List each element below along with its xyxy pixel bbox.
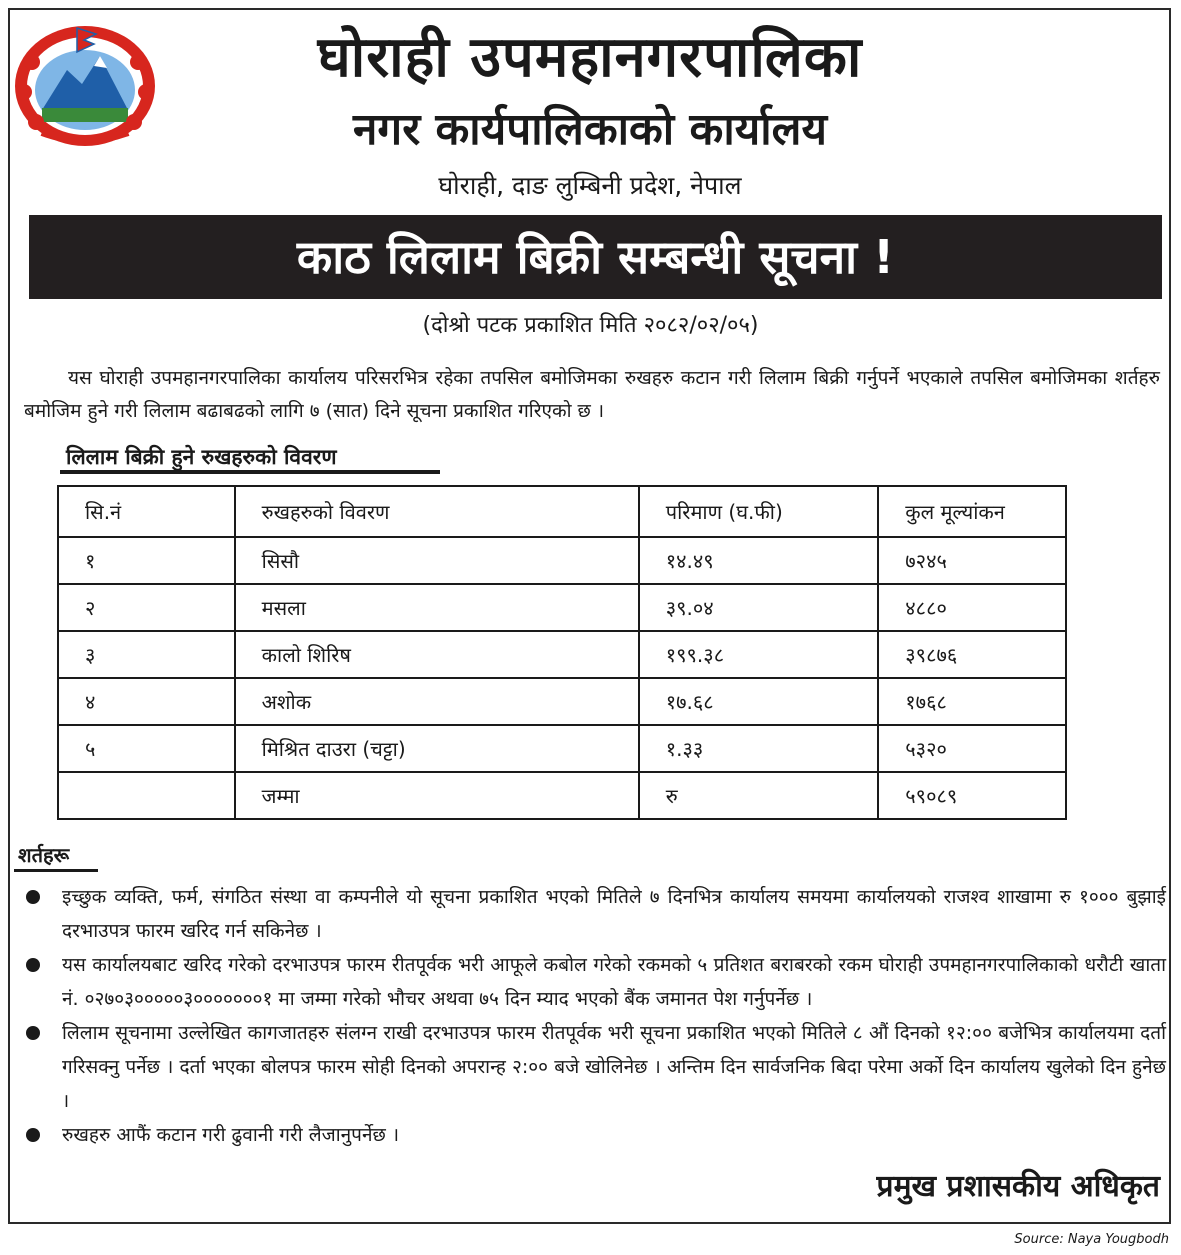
quantity-cell: ३९.०४ <box>639 584 879 631</box>
notice-banner: काठ लिलाम बिक्री सम्बन्धी सूचना ! <box>29 215 1162 299</box>
column-header: रुखहरुको विवरण <box>235 486 639 537</box>
tree-name-cell: मसला <box>235 584 639 631</box>
total-label-cell: जम्मा <box>235 772 639 819</box>
table-heading-underline <box>60 470 440 474</box>
publication-date: (दोश्रो पटक प्रकाशित मिति २०८२/०२/०५) <box>422 313 759 338</box>
total-unit-cell: रु <box>639 772 879 819</box>
serial-cell: ४ <box>58 678 235 725</box>
table-row <box>58 537 1066 584</box>
table-row <box>58 725 1066 772</box>
office-address: घोराही, दाङ लुम्बिनी प्रदेश, नेपाल <box>438 171 742 200</box>
signature-title: प्रमुख प्रशासकीय अधिकृत <box>876 1169 1160 1204</box>
office-subtitle: नगर कार्यपालिकाको कार्यालय <box>353 104 827 155</box>
quantity-cell: १.३३ <box>639 725 879 772</box>
serial-cell: २ <box>58 584 235 631</box>
source-credit: Source: Naya Yougbodh <box>1014 1232 1169 1247</box>
bullet-icon <box>26 1128 40 1142</box>
tree-name-cell: अशोक <box>235 678 639 725</box>
valuation-cell: ४८८० <box>878 584 1066 631</box>
column-header: कुल मूल्यांकन <box>878 486 1066 537</box>
serial-cell: ३ <box>58 631 235 678</box>
list-item <box>20 1118 1166 1152</box>
term-text: लिलाम सूचनामा उल्लेखित कागजातहरु संलग्न राखी दरभाउपत्र फारम रीतपूर्वक भरी सूचना प्रकाशित भएको मितिले ८ औं दिनको १२:०० बजेभित्र कार्यालयमा दर्ता गरिसक्नु पर्नेछ । दर्ता भएका बोलपत्र फारम सोही दिनको अपरान्ह २:०० बजे खोलिनेछ । अन्तिम दिन सार्वजनिक बिदा परेमा अर्को दिन कार्यालय खुलेको दिन हुनेछ । <box>62 1022 1166 1112</box>
serial-cell: ५ <box>58 725 235 772</box>
quantity-cell: १९९.३८ <box>639 631 879 678</box>
column-header: परिमाण (घ.फी) <box>639 486 879 537</box>
table-total-row <box>58 772 1066 819</box>
table-row <box>58 631 1066 678</box>
total-value-cell: ५९०८९ <box>878 772 1066 819</box>
term-text: इच्छुक व्यक्ति, फर्म, संगठित संस्था वा कम्पनीले यो सूचना प्रकाशित भएको मितिले ७ दिनभित्र कार्यालय समयमा कार्यालयको राजश्व शाखामा रु १००० बुझाई दरभाउपत्र फारम खरिद गर्न सकिनेछ । <box>62 886 1166 942</box>
column-header: सि.नं <box>58 486 235 537</box>
valuation-cell: ३९८७६ <box>878 631 1066 678</box>
municipality-title: घोराही उपमहानगरपालिका <box>317 25 863 90</box>
tree-name-cell: कालो शिरिष <box>235 631 639 678</box>
terms-list <box>20 880 1166 1152</box>
table-row <box>58 678 1066 725</box>
list-item <box>20 948 1166 1016</box>
valuation-cell: ५३२० <box>878 725 1066 772</box>
table-heading: लिलाम बिक्री हुने रुखहरुको विवरण <box>66 445 337 469</box>
terms-title-underline <box>14 869 98 872</box>
tree-name-cell: मिश्रित दाउरा (चट्टा) <box>235 725 639 772</box>
intro-paragraph: यस घोराही उपमहानगरपालिका कार्यालय परिसरभित्र रहेका तपसिल बमोजिमका रुखहरु कटान गरी लिलाम बिक्री गर्नुपर्ने भएकाले तपसिल बमोजिमका शर्तहरु बमोजिम हुने गरी लिलाम बढाबढको लागि ७ (सात) दिने सूचना प्रकाशित गरिएको छ । <box>24 367 1160 422</box>
bullet-icon <box>26 958 40 972</box>
serial-cell: १ <box>58 537 235 584</box>
quantity-cell: १७.६८ <box>639 678 879 725</box>
table-row <box>58 584 1066 631</box>
table-header-row <box>58 486 1066 537</box>
valuation-cell: ७२४५ <box>878 537 1066 584</box>
nepal-emblem-icon <box>12 22 158 148</box>
list-item <box>20 1016 1166 1118</box>
term-text: यस कार्यालयबाट खरिद गरेको दरभाउपत्र फारम रीतपूर्वक भरी आफूले कबोल गरेको रकमको ५ प्रतिशत बराबरको रकम घोराही उपमहानगरपालिकाको धरौटी खाता नं. ०२७०३०००००३०००००००१ मा जम्मा गरेको भौचर अथवा ७५ दिन म्याद भएको बैंक जमानत पेश गर्नुपर्नेछ । <box>62 954 1166 1010</box>
bullet-icon <box>26 1026 40 1040</box>
terms-title: शर्तहरू <box>18 843 70 867</box>
empty-cell <box>58 772 235 819</box>
valuation-cell: १७६८ <box>878 678 1066 725</box>
trees-table <box>57 485 1067 820</box>
term-text: रुखहरु आफैं कटान गरी ढुवानी गरी लैजानुपर्नेछ । <box>62 1124 400 1146</box>
tree-name-cell: सिसौ <box>235 537 639 584</box>
bullet-icon <box>26 890 40 904</box>
list-item <box>20 880 1166 948</box>
quantity-cell: १४.४९ <box>639 537 879 584</box>
